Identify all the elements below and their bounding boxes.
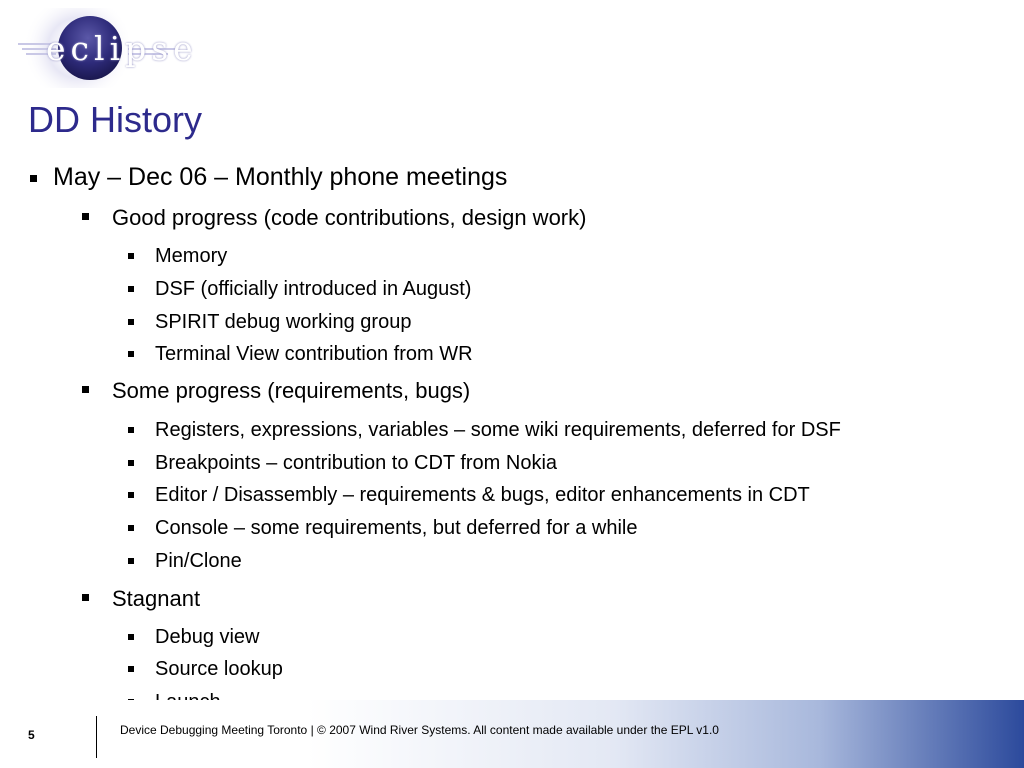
bullet-text: Registers, expressions, variables – some wiki requirements, deferred for DSF <box>155 419 841 441</box>
bullet-square-icon <box>128 319 134 325</box>
bullet-square-icon <box>128 634 134 640</box>
bullet-text: May – Dec 06 – Monthly phone meetings <box>53 163 508 191</box>
bullet-text: Editor / Disassembly – requirements & bugs, editor enhancements in CDT <box>155 484 810 506</box>
eclipse-logo <box>18 8 198 88</box>
bullet-square-icon <box>30 175 37 182</box>
bullet-text: Source lookup <box>155 658 283 680</box>
bullet-text: Console – some requirements, but deferred for a while <box>155 517 638 539</box>
footer-text: Device Debugging Meeting Toronto | © 2007 Wind River Systems. All content made available under the EPL v1.0 <box>120 723 719 737</box>
footer-divider <box>96 716 97 758</box>
bullet-square-icon <box>128 351 134 357</box>
bullet-square-icon <box>82 213 89 220</box>
bullet-text: Breakpoints – contribution to CDT from Nokia <box>155 452 558 474</box>
bullet-text: Debug view <box>155 626 260 648</box>
bullet-square-icon <box>128 666 134 672</box>
bullet-text: Some progress (requirements, bugs) <box>112 378 471 403</box>
bullet-text: SPIRIT debug working group <box>155 311 412 333</box>
page-number: 5 <box>28 728 35 742</box>
bullet-text: Terminal View contribution from WR <box>155 343 473 365</box>
bullet-square-icon <box>128 460 134 466</box>
bullet-text: Stagnant <box>112 586 201 611</box>
logo-text: eclipse <box>46 29 198 68</box>
slide-title: DD History <box>28 99 203 140</box>
bullet-square-icon <box>128 286 134 292</box>
bullet-square-icon <box>128 253 134 259</box>
bullet-square-icon <box>128 525 134 531</box>
bullet-square-icon <box>82 594 89 601</box>
bullet-square-icon <box>82 386 89 393</box>
bullet-text: Good progress (code contributions, design work) <box>112 205 587 230</box>
bullet-square-icon <box>128 558 134 564</box>
bullet-text: DSF (officially introduced in August) <box>155 278 472 300</box>
bullet-text: Memory <box>155 245 228 267</box>
bullet-square-icon <box>128 427 134 433</box>
bullet-text: Pin/Clone <box>155 550 242 572</box>
bullet-square-icon <box>128 492 134 498</box>
